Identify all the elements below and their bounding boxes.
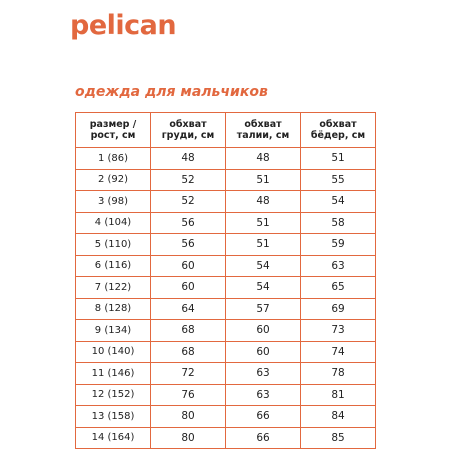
- size-cell: 3 (98): [76, 191, 151, 213]
- table-row: [76, 255, 376, 277]
- column-header-line: талии, см: [236, 130, 290, 141]
- size-cell: 1 (86): [76, 148, 151, 170]
- waist-cell: 48: [226, 148, 301, 170]
- table-row: [76, 277, 376, 299]
- chest-cell: 68: [151, 341, 226, 363]
- table-row: [76, 212, 376, 234]
- column-header-line: груди, см: [161, 130, 215, 141]
- table-body: [76, 148, 376, 449]
- waist-cell: 63: [226, 384, 301, 406]
- hips-cell: 73: [301, 320, 376, 342]
- table-row: [76, 341, 376, 363]
- chest-cell: 76: [151, 384, 226, 406]
- waist-cell: 63: [226, 363, 301, 385]
- waist-cell: 60: [226, 320, 301, 342]
- page-subtitle: одежда для мальчиков: [75, 84, 268, 100]
- waist-cell: 57: [226, 298, 301, 320]
- waist-cell: 51: [226, 212, 301, 234]
- size-cell: 10 (140): [76, 341, 151, 363]
- column-header-line: размер /: [89, 119, 137, 130]
- hips-cell: 59: [301, 234, 376, 256]
- column-header-line: обхват: [169, 119, 207, 130]
- table-row: [76, 298, 376, 320]
- table-row: [76, 169, 376, 191]
- hips-cell: 54: [301, 191, 376, 213]
- size-cell: 4 (104): [76, 212, 151, 234]
- waist-cell: 48: [226, 191, 301, 213]
- table-row: [76, 320, 376, 342]
- table-row: [76, 406, 376, 428]
- size-cell: 7 (122): [76, 277, 151, 299]
- hips-cell: 69: [301, 298, 376, 320]
- column-header-line: бёдер, см: [310, 130, 366, 141]
- waist-cell: 54: [226, 277, 301, 299]
- table-row: [76, 234, 376, 256]
- hips-cell: 63: [301, 255, 376, 277]
- size-cell: 9 (134): [76, 320, 151, 342]
- size-chart-table: [75, 112, 376, 449]
- table-header: [76, 113, 376, 148]
- chest-cell: 68: [151, 320, 226, 342]
- table-row: [76, 384, 376, 406]
- header-size-height: [76, 113, 151, 148]
- table-row: [76, 148, 376, 170]
- hips-cell: 85: [301, 427, 376, 449]
- hips-cell: 58: [301, 212, 376, 234]
- hips-cell: 78: [301, 363, 376, 385]
- header-hips: [301, 113, 376, 148]
- waist-cell: 51: [226, 234, 301, 256]
- column-header-line: рост, см: [90, 130, 136, 141]
- chest-cell: 60: [151, 277, 226, 299]
- size-cell: 14 (164): [76, 427, 151, 449]
- chest-cell: 48: [151, 148, 226, 170]
- brand-logo: pelican: [70, 10, 177, 41]
- table-header-row: [76, 113, 376, 148]
- table-row: [76, 427, 376, 449]
- hips-cell: 65: [301, 277, 376, 299]
- chest-cell: 52: [151, 191, 226, 213]
- waist-cell: 66: [226, 427, 301, 449]
- waist-cell: 54: [226, 255, 301, 277]
- chest-cell: 80: [151, 406, 226, 428]
- hips-cell: 55: [301, 169, 376, 191]
- header-waist: [226, 113, 301, 148]
- chest-cell: 64: [151, 298, 226, 320]
- hips-cell: 81: [301, 384, 376, 406]
- size-cell: 11 (146): [76, 363, 151, 385]
- chest-cell: 56: [151, 212, 226, 234]
- size-cell: 2 (92): [76, 169, 151, 191]
- chest-cell: 80: [151, 427, 226, 449]
- chest-cell: 52: [151, 169, 226, 191]
- chest-cell: 60: [151, 255, 226, 277]
- waist-cell: 60: [226, 341, 301, 363]
- size-cell: 6 (116): [76, 255, 151, 277]
- header-chest: [151, 113, 226, 148]
- table-row: [76, 363, 376, 385]
- size-cell: 13 (158): [76, 406, 151, 428]
- hips-cell: 74: [301, 341, 376, 363]
- size-cell: 5 (110): [76, 234, 151, 256]
- hips-cell: 51: [301, 148, 376, 170]
- table-row: [76, 191, 376, 213]
- size-cell: 8 (128): [76, 298, 151, 320]
- waist-cell: 66: [226, 406, 301, 428]
- column-header-line: обхват: [319, 119, 357, 130]
- waist-cell: 51: [226, 169, 301, 191]
- size-cell: 12 (152): [76, 384, 151, 406]
- chest-cell: 56: [151, 234, 226, 256]
- hips-cell: 84: [301, 406, 376, 428]
- column-header-line: обхват: [244, 119, 282, 130]
- chest-cell: 72: [151, 363, 226, 385]
